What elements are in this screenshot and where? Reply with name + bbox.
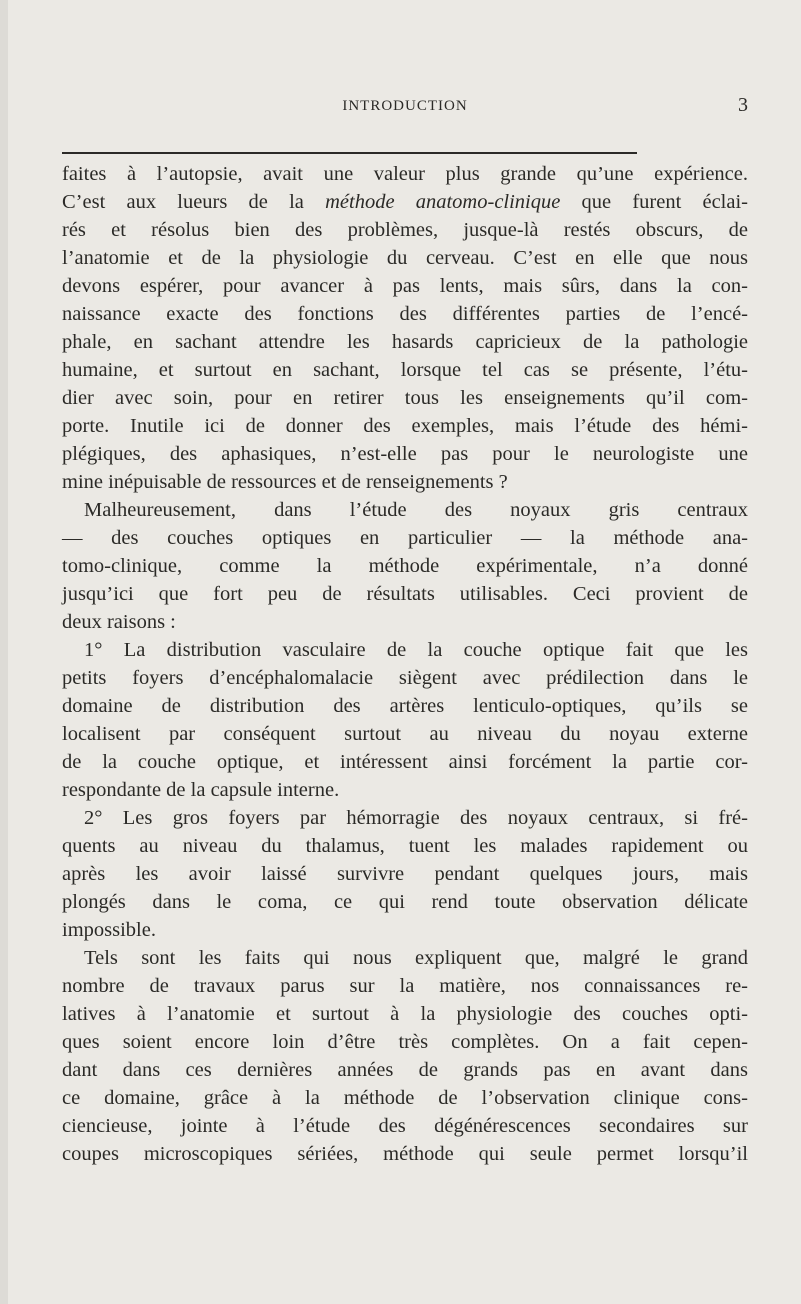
text-line: plégiques, des aphasiques, n’est-elle pas pour le neurologiste une <box>62 443 748 465</box>
page-gutter-shadow <box>0 0 8 1304</box>
text-line: Malheureusement, dans l’étude des noyaux gris centraux <box>84 499 748 521</box>
text-line: tomo-clinique, comme la méthode expérimentale, n’a donné <box>62 555 748 577</box>
text-line: mine inépuisable de ressources et de renseignements ? <box>62 471 508 493</box>
text-line: faites à l’autopsie, avait une valeur plus grande qu’une expérience. <box>62 163 748 185</box>
page-header <box>62 90 748 130</box>
text-line: devons espérer, pour avancer à pas lents, mais sûrs, dans la con- <box>62 275 748 297</box>
text-line: quents au niveau du thalamus, tuent les malades rapidement ou <box>62 835 748 857</box>
text-segment: C’est aux lueurs de la <box>62 191 326 213</box>
running-head: INTRODUCTION <box>342 98 468 114</box>
header-rule <box>62 152 637 154</box>
text-line: naissance exacte des fonctions des différentes parties de l’encé- <box>62 303 748 325</box>
text-line: nombre de travaux parus sur la matière, nos connaissances re- <box>62 975 748 997</box>
text-line: Tels sont les faits qui nous expliquent que, malgré le grand <box>84 947 748 969</box>
text-line: localisent par conséquent surtout au niveau du noyau externe <box>62 723 748 745</box>
text-line: jusqu’ici que fort peu de résultats utilisables. Ceci provient de <box>62 583 748 605</box>
text-line: ciencieuse, jointe à l’étude des dégénérescences secondaires sur <box>62 1115 748 1137</box>
text-line <box>62 188 748 216</box>
text-line: — des couches optiques en particulier — la méthode ana- <box>62 527 748 549</box>
text-line: 1° La distribution vasculaire de la couche optique fait que les <box>84 639 748 661</box>
body-text <box>62 160 748 1168</box>
text-line: ques soient encore loin d’être très complètes. On a fait cepen- <box>62 1031 748 1053</box>
text-line: humaine, et surtout en sachant, lorsque tel cas se présente, l’étu- <box>62 359 748 381</box>
text-line: petits foyers d’encéphalomalacie siègent avec prédilection dans le <box>62 667 748 689</box>
text-line: respondante de la capsule interne. <box>62 779 340 801</box>
text-line: porte. Inutile ici de donner des exemples, mais l’étude des hémi- <box>62 415 748 437</box>
text-line: domaine de distribution des artères lenticulo-optiques, qu’ils se <box>62 695 748 717</box>
text-line: après les avoir laissé survivre pendant quelques jours, mais <box>62 863 748 885</box>
italic-term: méthode anatomo-clinique <box>325 191 561 213</box>
text-line: ce domaine, grâce à la méthode de l’observation clinique cons- <box>62 1087 748 1109</box>
text-line: deux raisons : <box>62 611 176 633</box>
text-line: rés et résolus bien des problèmes, jusque-là restés obscurs, de <box>62 219 748 241</box>
text-line: plongés dans le coma, ce qui rend toute observation délicate <box>62 891 748 913</box>
text-line: 2° Les gros foyers par hémorragie des noyaux centraux, si fré- <box>84 807 748 829</box>
text-segment: que furent éclai- <box>560 191 749 213</box>
text-line: dier avec soin, pour en retirer tous les enseignements qu’il com- <box>62 387 748 409</box>
text-line: latives à l’anatomie et surtout à la physiologie des couches opti- <box>62 1003 748 1025</box>
text-line: l’anatomie et de la physiologie du cerveau. C’est en elle que nous <box>62 247 748 269</box>
text-line: dant dans ces dernières années de grands pas en avant dans <box>62 1059 748 1081</box>
text-line: phale, en sachant attendre les hasards capricieux de la pathologie <box>62 331 748 353</box>
text-line: coupes microscopiques sériées, méthode qui seule permet lorsqu’il <box>62 1143 748 1165</box>
page-number: 3 <box>738 94 748 116</box>
text-line: impossible. <box>62 919 156 941</box>
text-line: de la couche optique, et intéressent ainsi forcément la partie cor- <box>62 751 748 773</box>
